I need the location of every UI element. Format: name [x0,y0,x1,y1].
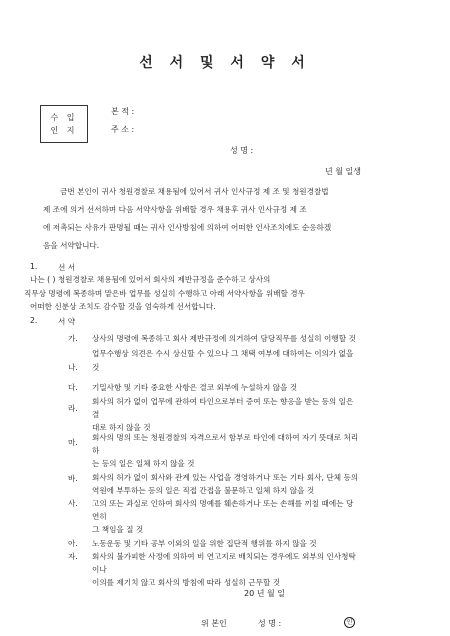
intro-line: 음을 서약합니다. [43,241,100,250]
address-label: 주 소 : [111,125,135,134]
seal-mark [342,617,355,628]
stamp-label-line1: 수 입 [50,113,78,122]
pledge-text: 고의 또는 과실로 인하여 회사의 명예를 훼손하거나 또는 손해를 끼칠 때에는 당 [92,499,354,508]
intro-line: 금번 본인이 귀사 청원경찰로 채용됨에 있어서 귀사 인사규정 제 조 및 청원경찰법 [60,187,329,196]
stamp-label-line2: 인 지 [50,126,78,135]
pledge-text: 대로 하지 않을 것 [92,423,151,432]
pledge-text: 노동운동 및 기타 공부 이외의 일을 위한 집단적 행위를 하지 않을 것 [92,539,317,548]
intro-line: 제 조에 의거 선서하며 다음 서약사항을 위배할 경우 채용후 귀사 인사규정 제 조 [43,205,307,214]
pledge-marker: 사. [68,499,78,508]
section-1-number: 1. [30,262,38,271]
revenue-stamp-box [40,105,88,143]
pledge-text: 는 등의 일은 일체 하지 않을 것 [92,459,195,468]
pledge-text: 상사의 명령에 복종하고 회사 제반규정에 의거하여 담당직무를 성실히 이행할 것 [92,334,356,343]
pledge-text: 이의를 제기치 않고 회사의 방침에 따라 성실히 근무할 것 [92,578,281,587]
pledge-marker: 가. [68,334,78,343]
pledge-text: 업무수행상 의견은 수시 상신할 수 있으나 그 채택 여부에 대하여는 이의가 없을 [92,349,354,358]
pledge-text: 이나 [92,565,107,574]
domicile-label: 본 적 : [111,107,135,116]
seal-icon: 인 [344,617,355,628]
pledge-text: 회사의 허가 없이 회사와 관계 있는 사업을 경영하거나 또는 기타 회사, 단체 등의 [92,473,359,482]
section-1-heading: 선 서 [58,263,76,272]
pledge-marker: 아. [68,539,78,548]
section-2-number: 2. [30,316,38,325]
name-label: 성 명 : [230,146,254,155]
oath-line: 직무상 명령에 복종하며 맡은바 업무를 성실히 수행하고 아래 서약사항을 위배할 경우 [24,289,305,298]
pledge-text: 결 [92,410,100,419]
signer-name-label: 성 명 : [258,619,282,628]
pledge-text: 회사의 허가 없이 업무에 관하여 타인으로부터 증여 또는 향응을 받는 등의 일은 [92,397,354,406]
birth-date-label: 년 월 일생 [325,167,361,176]
pledge-text: 것 [92,363,100,372]
pledge-text: 회사의 명의 또는 청원경찰의 자격으로서 함부로 타인에 대하여 자기 뜻대로 처리 [92,433,359,442]
oath-line: 어떠한 신분상 조치도 감수할 것을 엄숙하게 선서합니다. [30,302,216,311]
intro-line: 에 저촉되는 사유가 판명될 때는 귀사 인사방침에 의하여 어떠한 인사조치에도 순응하겠 [43,223,332,232]
pledge-marker: 마. [68,438,78,447]
pledge-marker: 자. [68,552,78,561]
pledge-marker: 나. [68,363,78,372]
pledge-text: 그 책임을 질 것 [92,525,144,534]
oath-line: 나는 ( ) 청원경찰로 채용됨에 있어서 회사의 제반규정을 준수하고 상사의 [30,275,271,284]
signer-label: 위 본인 [201,619,227,628]
signing-date: 20 년 월 일 [244,589,285,598]
pledge-marker: 바. [68,474,78,483]
pledge-text: 하 [92,446,100,455]
pledge-text: 회사의 불가피한 사정에 의하여 비 연고지로 배치되는 경우에도 외부의 인사청탁 [92,552,356,561]
pledge-text: 기밀사항 및 기타 중요한 사항은 결코 외부에 누설하지 않을 것 [92,383,298,392]
section-2-heading: 서 약 [58,317,76,326]
pledge-text: 연히 [92,512,107,521]
pledge-marker: 라. [68,404,78,413]
document-title: 선 서 및 서 약 서 [139,55,311,71]
pledge-text: 역원에 부투하는 등의 일은 직접 간접을 불문하고 일체 하지 않을 것 [92,486,315,495]
pledge-marker: 다. [68,383,78,392]
